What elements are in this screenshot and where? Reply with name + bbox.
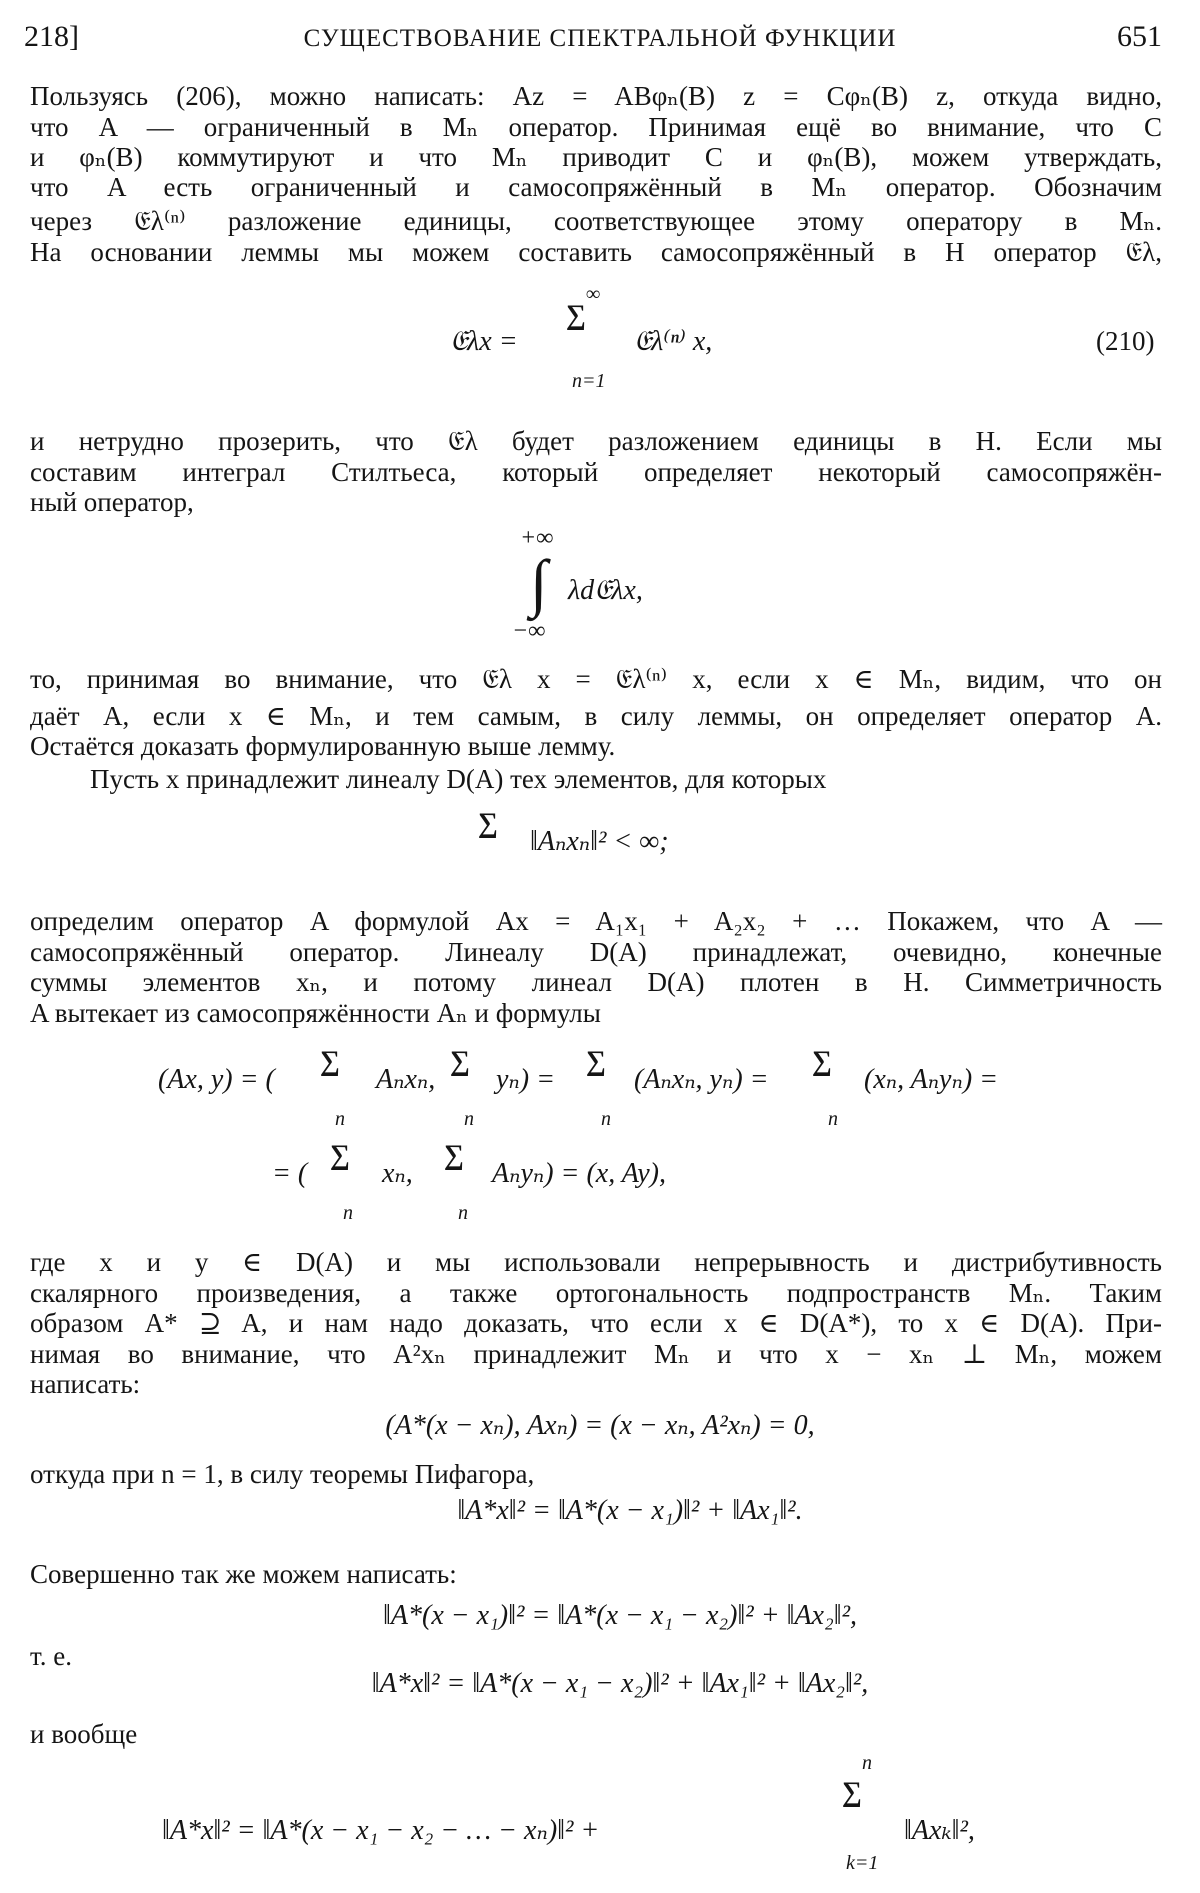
sum-sign: ∑ [330, 1140, 350, 1171]
equation-fragment: xₙ, [382, 1158, 413, 1189]
text-line: через 𝔈λ⁽ⁿ⁾ разложение единицы, соответствующее этому оператору в Mₙ. [30, 206, 1162, 236]
text-line: На основании леммы мы можем составить самосопряжённый в H оператор 𝔈λ, [30, 237, 1162, 267]
sum-index: n [335, 1108, 345, 1130]
text-line: и φₙ(B) коммутируют и что Mₙ приводит C и φₙ(B), можем утверждать, [30, 142, 1162, 172]
text-line: суммы элементов xₙ, и потому линеал D(A) плотен в H. Симметричность [30, 967, 1162, 997]
text-line: скалярного произведения, а также ортогональность подпространств Mₙ. Таким [30, 1278, 1162, 1308]
text-line: и вообще [30, 1719, 138, 1749]
text-line: составим интеграл Стилтьеса, который определяет некоторый самосопряжён- [30, 457, 1162, 487]
text-line: что A — ограниченный в Mₙ оператор. Принимая ещё во внимание, что C [30, 112, 1162, 142]
sum-sign: ∑ [320, 1046, 340, 1077]
equation-fragment: Aₙxₙ, [376, 1064, 436, 1095]
sum-index: n [458, 1202, 468, 1224]
text-line: Пользуясь (206), можно написать: Az = ABφₙ(B) z = Cφₙ(B) z, откуда видно, [30, 81, 1162, 111]
text-line: ный оператор, [30, 487, 194, 517]
text-line: Пусть x принадлежит линеалу D(A) тех элементов, для которых [90, 764, 827, 794]
text-line: где x и y ∈ D(A) и мы использовали непрерывность и дистрибутивность [30, 1247, 1162, 1277]
text-line: Остаётся доказать формулированную выше лемму. [30, 731, 616, 761]
sum-index: n [601, 1108, 611, 1130]
sum-sign: ∑ [566, 300, 586, 331]
equation-te: ‖A*x‖² = ‖A*(x − x₁ − x₂)‖² + ‖Ax₁‖² + ‖Ax₂‖², [371, 1668, 869, 1699]
equation-fragment: = ( [272, 1158, 308, 1189]
equation-body: ‖Aₙxₙ‖² < ∞; [530, 826, 669, 857]
equation-fragment: (Ax, y) = ( [158, 1064, 275, 1095]
equation-fragment: yₙ) = [496, 1064, 555, 1095]
integral-sign: ∫ [530, 547, 548, 618]
integral-upper-limit: +∞ [520, 525, 554, 551]
sum-index: n [343, 1202, 353, 1224]
equation-rhs: ‖Axₖ‖², [904, 1815, 975, 1846]
sum-sign: ∑ [842, 1777, 862, 1808]
sum-upper-limit: ∞ [586, 283, 601, 305]
text-line: даёт A, если x ∈ Mₙ, и тем самым, в силу леммы, он определяет оператор A. [30, 701, 1162, 731]
text-line: образом A* ⊇ A, и нам надо доказать, что если x ∈ D(A*), то x ∈ D(A). При- [30, 1308, 1162, 1338]
running-title: СУЩЕСТВОВАНИЕ СПЕКТРАЛЬНОЙ ФУНКЦИИ [303, 25, 897, 52]
sum-lower-limit: k=1 [846, 1852, 879, 1874]
page-number: 651 [1117, 20, 1162, 53]
text-line: что A есть ограниченный и самосопряжённый в Mₙ оператор. Обозначим [30, 172, 1162, 202]
text-line: самосопряжённый оператор. Линеалу D(A) принадлежат, очевидно, конечные [30, 937, 1162, 967]
text-line: нимая во внимание, что A²xₙ принадлежит Mₙ и что x − xₙ ⊥ Mₙ, можем [30, 1339, 1162, 1369]
equation-rhs: 𝔈λ⁽ⁿ⁾ x, [634, 326, 713, 357]
equation-lhs: 𝔈λx = [450, 326, 518, 357]
equation-fragment: (xₙ, Aₙyₙ) = [864, 1064, 999, 1095]
text-line: откуда при n = 1, в силу теоремы Пифагора, [30, 1459, 535, 1489]
equation-same: ‖A*(x − x₁)‖² = ‖A*(x − x₁ − x₂)‖² + ‖Ax₂‖², [383, 1600, 857, 1631]
text-line: определим оператор A формулой Ax = A₁x₁ + A₂x₂ + … Покажем, что A — [30, 906, 1162, 936]
text-line: Совершенно так же можем написать: [30, 1559, 457, 1589]
sum-sign: ∑ [586, 1046, 606, 1077]
equation-fragment: (Aₙxₙ, yₙ) = [634, 1064, 769, 1095]
sum-sign: ∑ [812, 1046, 832, 1077]
text-line: и нетрудно прозерить, что 𝔈λ будет разложением единицы в H. Если мы [30, 426, 1162, 456]
text-line: написать: [30, 1369, 141, 1399]
sum-sign: ∑ [444, 1140, 464, 1171]
equation-number: (210) [1096, 326, 1155, 356]
text-line: то, принимая во внимание, что 𝔈λ x = 𝔈λ⁽ⁿ⁾ x, если x ∈ Mₙ, видим, что он [30, 664, 1162, 694]
text-line: т. е. [30, 1641, 73, 1671]
equation-lhs: ‖A*x‖² = ‖A*(x − x₁ − x₂ − … − xₙ)‖² + [162, 1815, 600, 1846]
equation-pythagoras: ‖A*x‖² = ‖A*(x − x₁)‖² + ‖Ax₁‖². [457, 1495, 803, 1526]
sum-upper-limit: n [862, 1752, 872, 1774]
sum-lower-limit: n=1 [572, 370, 606, 392]
sum-sign: ∑ [478, 808, 498, 839]
page-section-number: 218] [24, 20, 79, 53]
sum-sign: ∑ [450, 1046, 470, 1077]
sum-index: n [464, 1108, 474, 1130]
integral-lower-limit: −∞ [512, 618, 546, 644]
equation-fragment: Aₙyₙ) = (x, Ay), [492, 1158, 667, 1189]
text-line: A вытекает из самосопряжённости Aₙ и формулы [30, 998, 601, 1028]
integral-body: λd𝔈λx, [568, 575, 643, 606]
equation-orthogonality: (A*(x − xₙ), Axₙ) = (x − xₙ, A²xₙ) = 0, [385, 1410, 815, 1441]
sum-index: n [828, 1108, 838, 1130]
